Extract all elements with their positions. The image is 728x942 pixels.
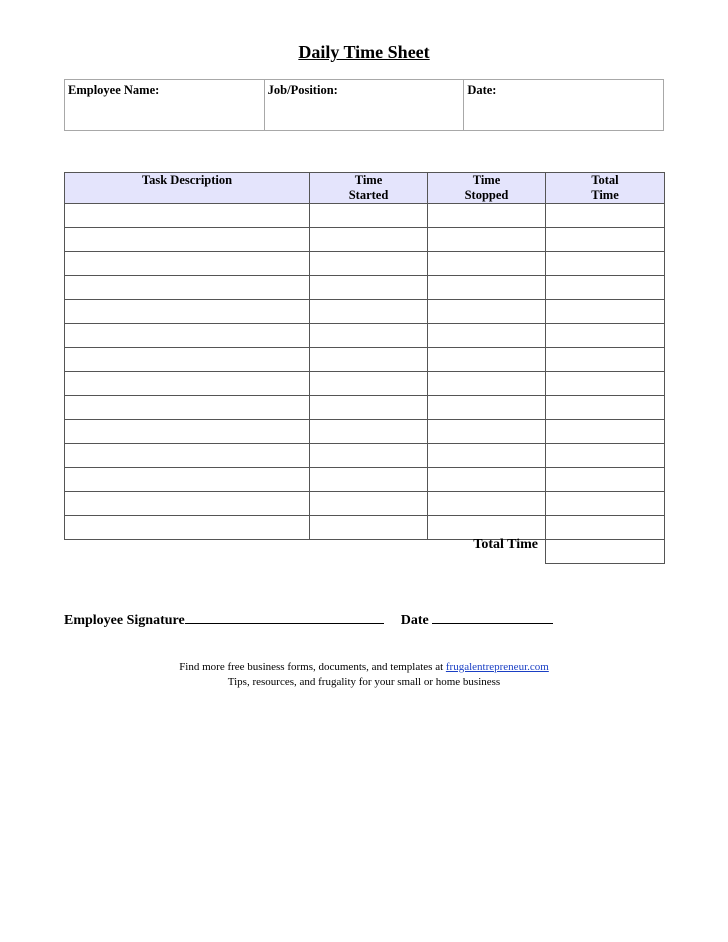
time-started-cell[interactable] xyxy=(310,396,428,420)
table-row xyxy=(65,204,665,228)
table-row xyxy=(65,468,665,492)
job-position-field[interactable] xyxy=(264,80,464,131)
employee-info-table xyxy=(64,79,664,131)
time-stopped-cell[interactable] xyxy=(428,468,546,492)
tasks-body xyxy=(65,204,665,540)
task-description-cell[interactable] xyxy=(65,492,310,516)
total-time-cell[interactable] xyxy=(546,372,665,396)
signature-line xyxy=(64,609,553,629)
footer-line-2: Tips, resources, and frugality for your small or home business xyxy=(227,676,501,688)
date-label: Date: xyxy=(467,83,497,97)
time-started-cell[interactable] xyxy=(310,324,428,348)
time-stopped-cell[interactable] xyxy=(428,492,546,516)
time-started-cell[interactable] xyxy=(310,228,428,252)
total-time-cell[interactable] xyxy=(546,204,665,228)
time-started-cell[interactable] xyxy=(310,372,428,396)
table-row xyxy=(65,492,665,516)
employee-name-field[interactable] xyxy=(65,80,265,131)
table-row xyxy=(65,324,665,348)
time-started-cell[interactable] xyxy=(310,516,428,540)
task-description-cell[interactable] xyxy=(65,324,310,348)
total-time-cell[interactable] xyxy=(546,300,665,324)
total-time-cell[interactable] xyxy=(546,492,665,516)
task-description-cell[interactable] xyxy=(65,348,310,372)
time-started-cell[interactable] xyxy=(310,348,428,372)
signature-date-label: Date xyxy=(400,613,429,628)
total-time-cell[interactable] xyxy=(546,252,665,276)
total-time-cell[interactable] xyxy=(546,420,665,444)
time-stopped-cell[interactable] xyxy=(428,324,546,348)
time-started-cell[interactable] xyxy=(310,420,428,444)
task-description-cell[interactable] xyxy=(65,468,310,492)
time-started-cell[interactable] xyxy=(310,300,428,324)
task-description-cell[interactable] xyxy=(65,252,310,276)
total-time-cell[interactable] xyxy=(546,444,665,468)
signature-date-field[interactable] xyxy=(432,609,553,624)
footer-text: Find more free business forms, documents, and templates at xyxy=(179,661,446,673)
table-row xyxy=(65,348,665,372)
time-stopped-cell[interactable] xyxy=(428,372,546,396)
time-stopped-cell[interactable] xyxy=(428,420,546,444)
time-stopped-cell[interactable] xyxy=(428,444,546,468)
time-started-cell[interactable] xyxy=(310,492,428,516)
total-time-cell[interactable] xyxy=(546,228,665,252)
page-title: Daily Time Sheet xyxy=(298,42,430,62)
time-started-cell[interactable] xyxy=(310,252,428,276)
time-stopped-cell[interactable] xyxy=(428,252,546,276)
task-description-cell[interactable] xyxy=(65,396,310,420)
table-row xyxy=(65,420,665,444)
employee-signature-field[interactable] xyxy=(185,609,384,624)
time-stopped-cell[interactable] xyxy=(428,396,546,420)
time-stopped-cell[interactable] xyxy=(428,300,546,324)
time-stopped-cell[interactable] xyxy=(428,276,546,300)
table-row xyxy=(65,252,665,276)
time-stopped-cell[interactable] xyxy=(428,516,546,540)
task-description-cell[interactable] xyxy=(65,204,310,228)
total-time-field[interactable] xyxy=(545,536,665,564)
table-row xyxy=(65,444,665,468)
time-started-cell[interactable] xyxy=(310,276,428,300)
time-started-cell[interactable] xyxy=(310,204,428,228)
time-stopped-cell[interactable] xyxy=(428,204,546,228)
table-row xyxy=(65,228,665,252)
employee-signature-label: Employee Signature xyxy=(64,613,185,628)
website-link[interactable]: frugalentrepreneur.com xyxy=(445,661,549,673)
total-time-label: Total Time xyxy=(473,537,538,552)
task-description-cell[interactable] xyxy=(65,300,310,324)
date-field[interactable] xyxy=(464,80,664,131)
total-time-cell[interactable] xyxy=(546,348,665,372)
job-position-label: Job/Position: xyxy=(267,83,338,97)
employee-name-label: Employee Name: xyxy=(68,83,160,97)
task-description-cell[interactable] xyxy=(65,516,310,540)
task-description-cell[interactable] xyxy=(65,420,310,444)
header-total-time: Total Time xyxy=(546,173,665,204)
header-time-started: Time Started xyxy=(310,173,428,204)
time-started-cell[interactable] xyxy=(310,468,428,492)
footer xyxy=(0,660,728,690)
total-time-cell[interactable] xyxy=(546,324,665,348)
task-description-cell[interactable] xyxy=(65,228,310,252)
header-time-stopped: Time Stopped xyxy=(428,173,546,204)
tasks-table xyxy=(64,172,665,540)
table-row xyxy=(65,276,665,300)
task-description-cell[interactable] xyxy=(65,372,310,396)
total-time-cell[interactable] xyxy=(546,396,665,420)
task-description-cell[interactable] xyxy=(65,276,310,300)
total-time-cell[interactable] xyxy=(546,468,665,492)
header-task-description: Task Description xyxy=(65,173,310,204)
task-description-cell[interactable] xyxy=(65,444,310,468)
tasks-header-row xyxy=(65,173,665,204)
total-time-cell[interactable] xyxy=(546,276,665,300)
table-row xyxy=(65,300,665,324)
time-started-cell[interactable] xyxy=(310,444,428,468)
time-stopped-cell[interactable] xyxy=(428,348,546,372)
time-stopped-cell[interactable] xyxy=(428,228,546,252)
table-row xyxy=(65,396,665,420)
footer-line-1 xyxy=(0,660,728,675)
table-row xyxy=(65,372,665,396)
